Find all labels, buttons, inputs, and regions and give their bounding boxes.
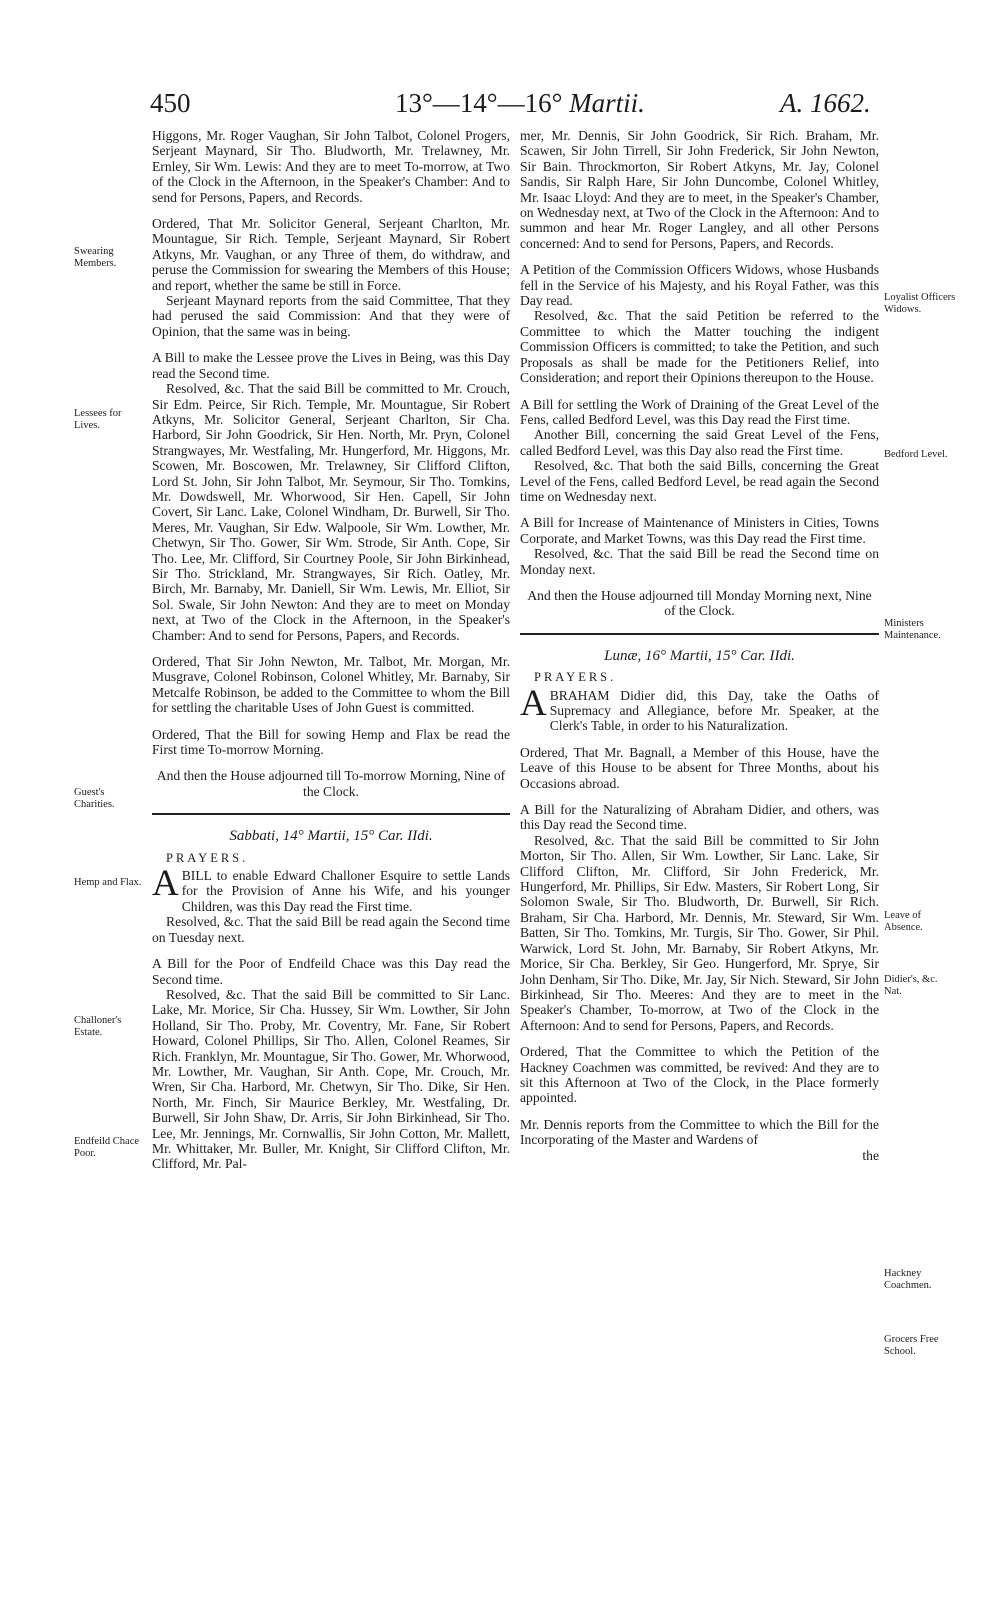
entry-leave-absence [520, 745, 879, 791]
paragraph: Resolved, &c. That the said Bill be committed to Sir John Morton, Sir Tho. Allen, Sir Wm. Lowther, Sir Lanc. Lake, Sir Clifford Clifton, Mr. Clifford, Sir John Frederick, Mr. Hungerford, Mr. Phillips, Sir Edw. Masters, Sir Robert Long, Sir Solomon Swale, Sir Tho. Bludworth, Dr. Burwell, Sir Rich. Braham, Sir Cha. Harbord, Mr. Dennis, Mr. Steward, Sir Wm. Batten, Sir Tho. Tomkins, Mr. Turgis, Sir Tho. Gower, Sir Phil. Warwick, Lord St. John, Mr. Barnaby, Sir Robert Atkyns, Mr. Morice, Sir Cha. Berkley, Sir Geo. Hungerford, Mr. Sprye, Sir John Denham, Sir Tho. Dike, Mr. Jay, Sir Nich. Steward, Sir John Birkinhead, Sir Tho. Meeres: And they are to meet in the Speaker's Chamber, To-morrow, at Two of the Clock in the Afternoon: And to send for Persons, Papers, and Records. [520, 832, 879, 1033]
entry-didier-naturalization [520, 802, 879, 1033]
margin-note-bedford: Bedford Level. [884, 449, 948, 460]
prayers-label: PRAYERS. [534, 670, 617, 685]
paragraph: Resolved, &c. That the said Bill be read the Second time on Monday next. [520, 546, 879, 577]
entry-committee-continued [152, 128, 510, 205]
right-column [520, 128, 879, 1163]
catchword: the [862, 1147, 879, 1163]
entry-grocers [520, 1117, 879, 1148]
margin-note-guest: Guest's Charities. [74, 787, 115, 810]
header-date-month: Martii. [569, 88, 645, 118]
paragraph: A Bill for the Poor of Endfeild Chace was this Day read the Second time. [152, 956, 510, 987]
margin-note-loyalist: Loyalist Officers Widows. [884, 292, 956, 315]
paragraph: Ordered, That the Committee to which the Petition of the Hackney Coachmen was committed, be revived: And they are to sit this Afternoon at Two of the Clock, in the Place formerly appointed. [520, 1044, 879, 1106]
paragraph: Ordered, That Mr. Bagnall, a Member of this House, have the Leave of this House to be absent for Three Months, about his Occasions abroad. [520, 744, 879, 791]
paragraph: Resolved, &c. That the said Bill be read again the Second time on Tuesday next. [152, 914, 510, 945]
entry-ministers [520, 515, 879, 577]
entry-swearing-members [152, 216, 510, 339]
entry-lessees [152, 350, 510, 643]
header-date-days: 13°—14°—16° [395, 88, 563, 118]
margin-note-challoner: Challoner's Estate. [74, 1015, 122, 1038]
paragraph: Ordered, That Sir John Newton, Mr. Talbot, Mr. Morgan, Mr. Musgrave, Colonel Robinson, Colonel Whitley, Mr. Barnaby, Sir Metcalfe Robinson, be added to the Committee to whom the Bill for settling the charitable Uses of John Guest is committed. [152, 654, 510, 716]
header-date [395, 88, 645, 119]
paragraph: BILL to enable Edward Challoner Esquire to settle Lands for the Provision of Anne his Wife, and his younger Children, was this Day read the First time. [181, 868, 510, 914]
paragraph: Serjeant Maynard reports from the said Committee, That they had perused the said Commission: And that they were of Opinion, that the same was in being. [152, 293, 510, 339]
entry-hackney-coachmen [520, 1044, 879, 1106]
left-column [152, 128, 510, 1172]
paragraph: A Bill for settling the Work of Draining of the Great Level of the Fens, called Bedford Level, was this Day read the First time. [520, 396, 879, 427]
entry-hemp-flax [152, 727, 510, 758]
paragraph: A Bill for Increase of Maintenance of Ministers in Cities, Towns Corporate, and Market Towns, was this Day read the First time. [520, 515, 879, 546]
paragraph: A Bill to make the Lessee prove the Lives in Being, was this Day read the Second time. [152, 350, 510, 381]
page-header [0, 86, 992, 126]
margin-note-hemp: Hemp and Flax. [74, 877, 142, 888]
adjournment-note: And then the House adjourned till Monday Morning next, Nine of the Clock. [527, 587, 872, 619]
header-year: A. 1662. [780, 88, 871, 118]
entry-bedford-level [520, 397, 879, 505]
prayers-label: PRAYERS. [166, 850, 249, 865]
margin-note-grocers: Grocers Free School. [884, 1334, 939, 1357]
margin-note-lessees: Lessees for Lives. [74, 408, 122, 431]
entry-challoner [152, 863, 510, 945]
day-heading: Lunæ, 16° Martii, 15° Car. IIdi. [604, 647, 795, 664]
drop-cap: A [152, 863, 179, 905]
paragraph: A Petition of the Commission Officers Widows, whose Husbands fell in the Service of his Majesty, and his Royal Father, was this Day read. [520, 262, 879, 309]
page-number: 450 [150, 88, 191, 118]
margin-note-didier: Didier's, &c. Nat. [884, 974, 938, 997]
entry-endfeild [152, 956, 510, 1172]
margin-note-endfeild: Endfeild Chace Poor. [74, 1136, 140, 1159]
drop-cap: A [520, 682, 547, 724]
paragraph: Ordered, That the Bill for sowing Hemp and Flax be read the First time To-morrow Morning. [152, 726, 510, 758]
paragraph: Resolved, &c. That the said Bill be committed to Mr. Crouch, Sir Edm. Peirce, Sir Rich. Temple, Mr. Mountague, Sir Robert Atkyns, Mr. Solicitor General, Serjeant Charlton, Sir Cha. Harbord, Sir John Goodrick, Sir Hen. North, Mr. Pryn, Colonel Strangwayes, Mr. Westfaling, Mr. Hungerford, Mr. Higgons, Mr. Scowen, Mr. Boscowen, Mr. Trelawney, Sir Clifford Clifton, Lord St. John, Sir John Talbot, Mr. Seymour, Sir Tho. Tomkins, Mr. Dowdswell, Mr. Whorwood, Sir Hen. Capell, Sir John Covert, Sir Lanc. Lake, Colonel Windham, Dr. Burwell, Sir Tho. Meres, Mr. Vaughan, Sir Edw. Walpoole, Sir Wm. Lowther, Mr. Chetwyn, Sir Tho. Gower, Sir Wm. Strode, Sir Anth. Cope, Sir Tho. Lee, Mr. Clifford, Sir Courtney Poole, Sir John Birkinhead, Sir Tho. Strickland, Mr. Strangwayes, Sir Rich. Oatley, Mr. Birch, Mr. Barnaby, Mr. Daniell, Sir Wm. Lewis, Mr. Elliot, Sir Sol. Swale, Sir John Newton: And they are to meet on Monday next, at Two of the Clock in the Afternoon, in the Speaker's Chamber: And to send for Persons, Papers, and Records. [152, 381, 510, 643]
entry-guest-charities [152, 654, 510, 716]
section-divider [520, 633, 879, 635]
paragraph: Higgons, Mr. Roger Vaughan, Sir John Talbot, Colonel Progers, Serjeant Maynard, Sir Tho. Bludworth, Mr. Trelawney, Mr. Ernley, Sir Wm. Lewis: And they are to meet To-morrow, at Two of the Clock in the Afternoon, in the Speaker's Chamber: And to send for Persons, Papers, and Records. [152, 128, 510, 205]
paragraph: mer, Mr. Dennis, Sir John Goodrick, Sir Rich. Braham, Mr. Scawen, Sir John Tirrell, Sir John Frederick, Sir John Newton, Sir Bain. Throckmorton, Sir Robert Atkyns, Mr. Jay, Colonel Sandis, Sir Ralph Hare, Sir John Duncombe, Colonel Whitley, Mr. Isaac Lloyd: And they are to meet, in the Speaker's Chamber, on Wednesday next, at Two of the Clock in the Afternoon: And to summon and hear Mr. Roger Langley, and all other Persons concerned: And to send for Persons, Papers, and Records. [520, 128, 879, 251]
paragraph: Resolved, &c. That both the said Bills, concerning the Great Level of the Fens, called Bedford Level, be read again the Second time on Wednesday next. [520, 458, 879, 504]
paragraph: A Bill for the Naturalizing of Abraham Didier, and others, was this Day read the Second time. [520, 802, 879, 833]
paragraph: Resolved, &c. That the said Bill be committed to Sir Lanc. Lake, Mr. Morice, Sir Cha. Hussey, Sir Wm. Lowther, Sir John Holland, Sir Tho. Proby, Mr. Coventry, Mr. Fane, Sir Robert Howard, Colonel Phillips, Sir Tho. Allen, Colonel Reames, Sir Rich. Franklyn, Mr. Mountague, Sir Tho. Gower, Mr. Whorwood, Mr. Lowther, Mr. Vaughan, Sir Anth. Cope, Mr. Crouch, Mr. Wren, Sir Cha. Harbord, Mr. Chetwyn, Sir Tho. Dike, Sir Hen. North, Mr. Finch, Sir Maurice Berkley, Mr. Westfaling, Dr. Burwell, Sir John Shaw, Dr. Arris, Sir John Birkinhead, Sir Tho. Lee, Mr. Jennings, Mr. Cornwallis, Sir John Cotton, Mr. Mallett, Mr. Whittaker, Mr. Buller, Mr. Knight, Sir Clifford Clifton, Mr. Clifford, Mr. Pal- [152, 986, 510, 1172]
entry-committee-continued [520, 128, 879, 251]
day-heading: Sabbati, 14° Martii, 15° Car. IIdi. [229, 828, 433, 845]
margin-note-leave: Leave of Absence. [884, 910, 923, 933]
entry-officers-widows [520, 262, 879, 385]
paragraph: Ordered, That Mr. Solicitor General, Serjeant Charlton, Mr. Mountague, Sir Rich. Temple, Serjeant Maynard, Sir Robert Atkyns, Mr. Vaughan, or any Three of them, do withdraw, and peruse the Commission for swearing the Members of this House; and report, whether the same be still in Force. [152, 216, 510, 293]
paragraph: Another Bill, concerning the said Great Level of the Fens, called Bedford Level, was this Day also read the First time. [520, 427, 879, 458]
entry-didier-oaths [520, 682, 879, 734]
margin-note-hackney: Hackney Coachmen. [884, 1268, 932, 1291]
margin-note-ministers: Ministers Maintenance. [884, 618, 941, 641]
paragraph: BRAHAM Didier did, this Day, take the Oaths of Supremacy and Allegiance, before Mr. Speaker, at the Clerk's Table, in order to his Naturalization. [549, 687, 879, 734]
adjournment-note: And then the House adjourned till To-morrow Morning, Nine of the Clock. [156, 768, 506, 799]
paragraph: Mr. Dennis reports from the Committee to which the Bill for the Incorporating of the Master and Wardens of [520, 1116, 879, 1148]
section-divider [152, 813, 510, 815]
paragraph: Resolved, &c. That the said Petition be referred to the Committee to which the Matter touching the indigent Commission Officers is committed; to take the Petition, and such Proposals as shall be made for the Petitioners Relief, into Consideration; and report their Opinions thereupon to the House. [520, 308, 879, 386]
margin-note-swearing: Swearing Members. [74, 246, 117, 269]
